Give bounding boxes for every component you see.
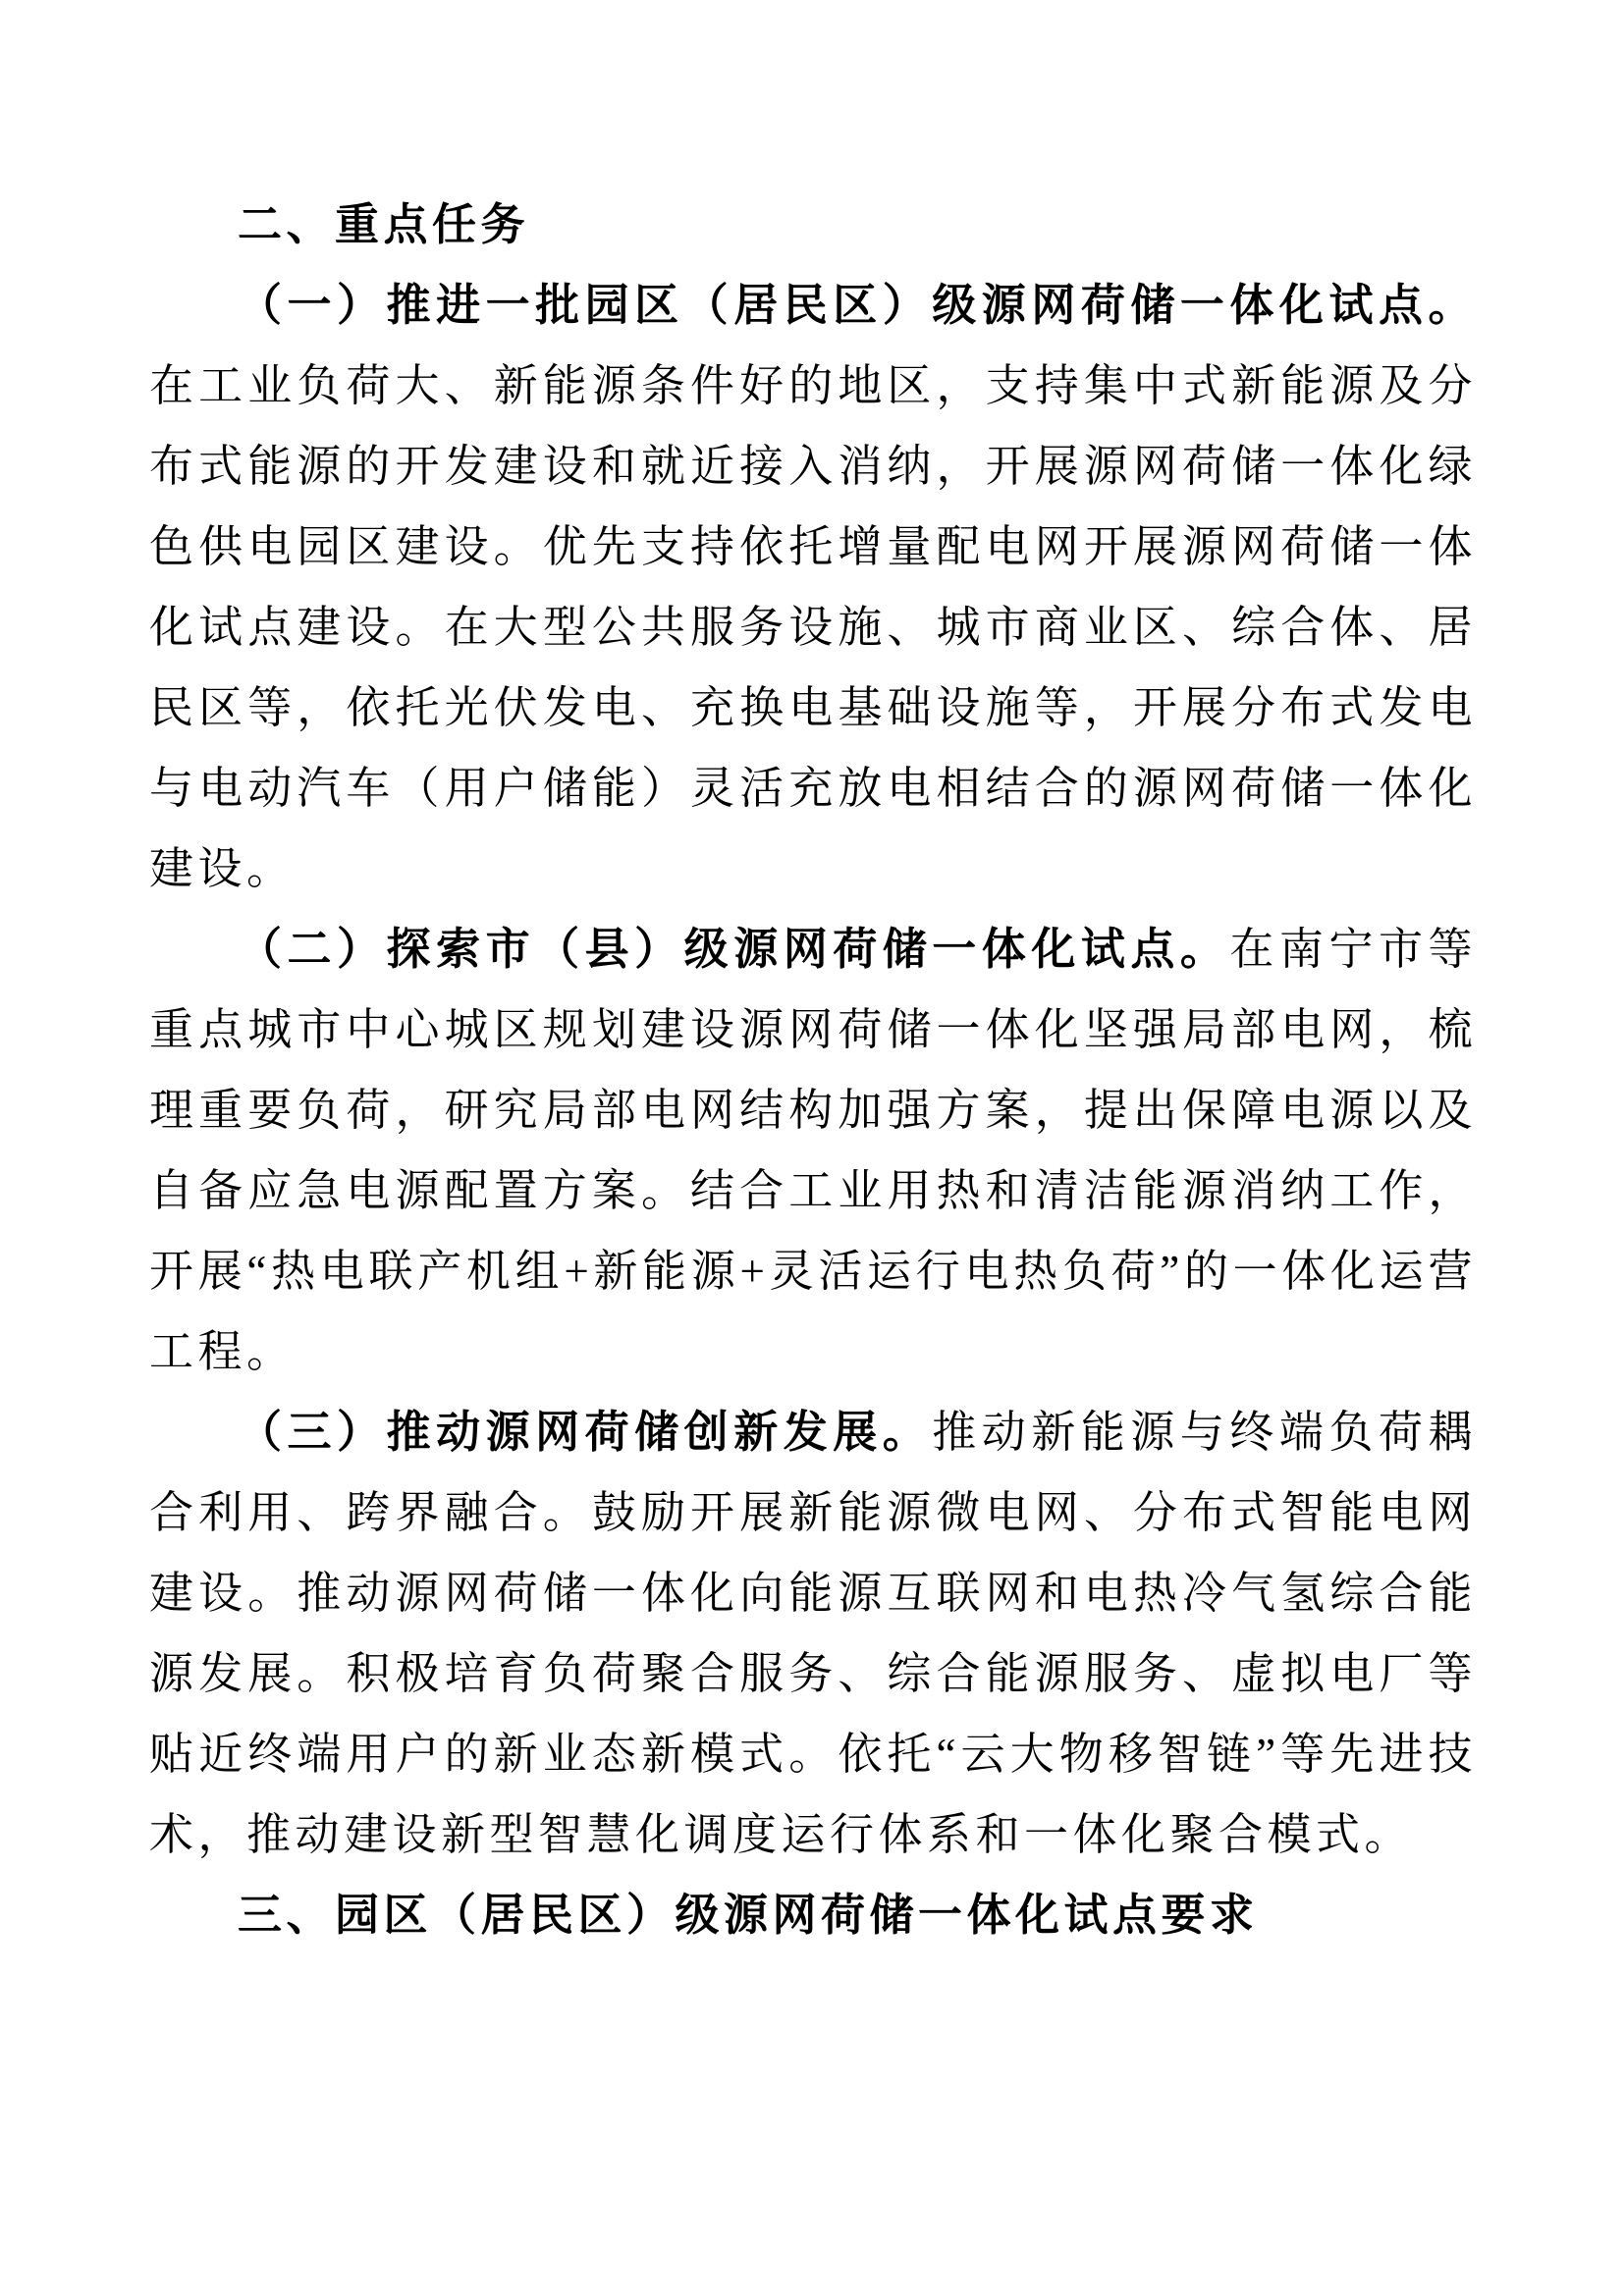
paragraph-body-city-county: 在南宁市等重点城市中心城区规划建设源网荷储一体化坚强局部电网，梳理重要负荷，研究局部电网结构加强方案，提出保障电源以及自备应急电源配置方案。结合工业用热和清洁能源消纳工作，开展“热电联产机组+新能源+灵活运行电热负荷”的一体化运营工程。 <box>149 925 1477 1376</box>
paragraph-city-county-pilots <box>149 909 1477 1392</box>
section-heading-key-tasks: 二、重点任务 <box>238 199 530 249</box>
document-content <box>149 185 1477 1955</box>
paragraph-body-innovation: 推动新能源与终端负荷耦合利用、跨界融合。鼓励开展新能源微电网、分布式智能电网建设。推动源网荷储一体化向能源互联网和电热冷气氢综合能源发展。积极培育负荷聚合服务、综合能源服务、虚拟电厂等贴近终端用户的新业态新模式。依托“云大物移智链”等先进技术，推动建设新型智慧化调度运行体系和一体化聚合模式。 <box>149 1408 1477 1859</box>
paragraph-lead-park-level: （一）推进一批园区（居民区）级源网荷储一体化试点。 <box>238 281 1477 330</box>
paragraph-body-park-level: 在工业负荷大、新能源条件好的地区，支持集中式新能源及分布式能源的开发建设和就近接入消纳，开展源网荷储一体化绿色供电园区建设。优先支持依托增量配电网开展源网荷储一体化试点建设。在大型公共服务设施、城市商业区、综合体、居民区等，依托光伏发电、充换电基础设施等，开展分布式发电与电动汽车（用户储能）灵活充放电相结合的源网荷储一体化建设。 <box>149 361 1477 893</box>
paragraph-park-level-pilots <box>149 265 1477 909</box>
paragraph-lead-innovation: （三）推动源网荷储创新发展。 <box>238 1408 933 1457</box>
paragraph-innovation-development <box>149 1392 1477 1875</box>
paragraph-lead-city-county: （二）探索市（县）级源网荷储一体化试点。 <box>238 925 1230 974</box>
section-heading-park-pilot-requirements: 三、园区（居民区）级源网荷储一体化试点要求 <box>238 1890 1259 1940</box>
